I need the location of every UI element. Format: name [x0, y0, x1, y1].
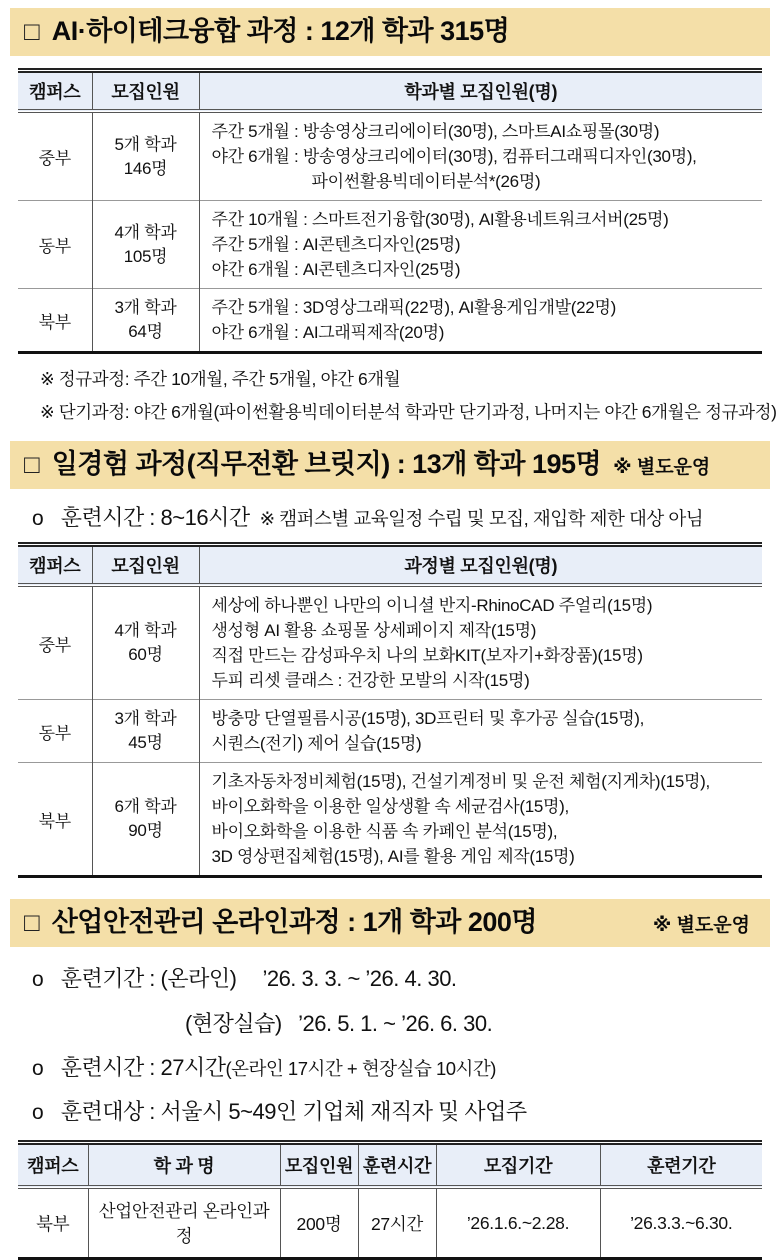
quota-cell [92, 201, 199, 289]
table-header-row [18, 545, 762, 586]
detail-line: 바이오화학을 이용한 식품 속 카페인 분석(15명), [211, 822, 558, 842]
training-target-text: 훈련대상 : 서울시 5~49인 기업체 재직자 및 사업주 [60, 1099, 527, 1125]
quota-line: 45명 [128, 733, 163, 753]
table-row [18, 763, 762, 877]
col-detail: 과정별 모집인원(명) [199, 545, 762, 586]
detail-line: 야간 6개월 : AI그래픽제작(20명) [211, 323, 445, 343]
training-period-field-label: (현장실습) [185, 1010, 282, 1036]
quota-cell [92, 289, 199, 353]
detail-cell [199, 289, 762, 353]
campus-cell: 북부 [18, 289, 92, 353]
detail-line: 직접 만드는 감성파우치 나의 보화KIT(보자기+화장품)(15명) [211, 646, 643, 666]
detail-cell [199, 585, 762, 700]
training-period-field-dates: ’26. 5. 1. ~ ’26. 6. 30. [298, 1010, 493, 1036]
section3-header [10, 899, 770, 947]
ai-hightech-table [18, 68, 762, 354]
o-bullet-icon: o [32, 968, 44, 992]
training-period-online-dates: ’26. 3. 3. ~ ’26. 4. 30. [262, 966, 457, 992]
detail-cell [199, 111, 762, 201]
campus-cell: 중부 [38, 635, 71, 655]
training-period-field-line [10, 1007, 770, 1038]
training-hours-note: ※ 캠퍼스별 교육일정 수립 및 모집, 재입학 제한 대상 아님 [259, 508, 704, 530]
detail-line: 기초자동차정비체험(15명), 건설기계정비 및 운전 체험(지게차)(15명), [211, 772, 710, 792]
col-campus: 캠퍼스 [18, 545, 92, 586]
quota-line: 6개 학과 [114, 797, 177, 817]
detail-line: 야간 6개월 : AI콘텐츠디자인(25명) [211, 260, 461, 280]
dept-cell: 산업안전관리 온라인과정 [88, 1187, 280, 1259]
table-header-row [18, 1143, 762, 1188]
quota-line: 60명 [128, 645, 163, 665]
quota-cell [92, 700, 199, 763]
campus-cell: 동부 [18, 700, 92, 763]
training-period-label: 훈련기간 : (온라인) [60, 966, 237, 992]
table-row [18, 585, 762, 700]
quota-line: 5개 학과 [114, 134, 177, 154]
detail-cell [199, 700, 762, 763]
col-campus: 캠퍼스 [18, 71, 92, 112]
section3-badge: ※ 별도운영 [652, 915, 750, 937]
detail-line: 생성형 AI 활용 쇼핑몰 상세페이지 제작(15명) [211, 621, 537, 641]
col-hours: 훈련시간 [358, 1143, 436, 1188]
quota-cell [92, 111, 199, 201]
quota-cell [92, 585, 199, 700]
col-detail: 학과별 모집인원(명) [199, 71, 762, 112]
section2-badge: ※ 별도운영 [613, 457, 711, 479]
col-dept: 학 과 명 [88, 1143, 280, 1188]
training-hours-detail: (온라인 17시간 + 현장실습 10시간) [225, 1057, 496, 1079]
detail-line: 파이썬활용빅데이터분석*(26명) [311, 172, 541, 192]
training-hours-text: 훈련시간 : 27시간 [60, 1054, 226, 1080]
col-quota: 모집인원 [92, 545, 199, 586]
training-hours-text: 훈련시간 : 8~16시간 [60, 505, 250, 531]
detail-line: 바이오화학을 이용한 일상생활 속 세균검사(15명), [211, 797, 569, 817]
hours-cell: 27시간 [358, 1187, 436, 1259]
detail-cell [199, 763, 762, 877]
table-row [18, 289, 762, 353]
table-row [18, 700, 762, 763]
table-row [18, 1187, 762, 1259]
section2-header [10, 441, 770, 489]
training-hours-line [10, 1051, 770, 1082]
note-short-course: ※ 단기과정: 야간 6개월(파이썬활용빅데이터분석 학과만 단기과정, 나머지는 야간 6개월은 정규과정) [40, 402, 777, 423]
quota-line: 4개 학과 [114, 621, 177, 641]
quota-line: 105명 [123, 246, 168, 266]
section3-title: 산업안전관리 온라인과정 : 1개 학과 200명 [51, 907, 538, 938]
detail-line: 주간 5개월 : AI콘텐츠디자인(25명) [211, 235, 461, 255]
detail-line: 방충망 단열필름시공(15명), 3D프린터 및 후가공 실습(15명), [211, 709, 645, 729]
detail-line: 주간 10개월 : 스마트전기융합(30명), AI활용네트워크서버(25명) [211, 210, 669, 230]
square-bullet-icon: □ [24, 449, 40, 480]
campus-cell: 중부 [38, 149, 71, 169]
o-bullet-icon: o [32, 507, 44, 531]
campus-cell: 북부 [36, 1213, 70, 1234]
col-campus: 캠퍼스 [18, 1143, 88, 1188]
section1-notes [40, 367, 777, 424]
section1-title: AI·하이테크융합 과정 : 12개 학과 315명 [51, 16, 510, 46]
section1-header [10, 8, 770, 56]
o-bullet-icon: o [32, 1101, 44, 1125]
online-course-table [18, 1140, 762, 1260]
detail-line: 시퀀스(전기) 제어 실습(15명) [211, 734, 422, 754]
quota-cell [92, 763, 199, 877]
section2-title: 일경험 과정(직무전환 브릿지) : 13개 학과 195명 [51, 449, 602, 480]
quota-line: 4개 학과 [114, 222, 177, 242]
square-bullet-icon: □ [24, 907, 40, 938]
work-experience-table [18, 542, 762, 878]
detail-line: 세상에 하나뿐인 나만의 이니셜 반지-RhinoCAD 주얼리(15명) [211, 596, 653, 616]
col-train-period: 훈련기간 [600, 1143, 762, 1188]
quota-line: 3개 학과 [114, 298, 177, 318]
training-target-line [10, 1095, 770, 1126]
detail-cell [199, 201, 762, 289]
table-row [18, 201, 762, 289]
quota-cell: 200명 [280, 1187, 358, 1259]
square-bullet-icon: □ [24, 16, 40, 46]
recruit-period-cell: ’26.1.6.~2.28. [436, 1187, 600, 1259]
quota-line: 3개 학과 [114, 709, 177, 729]
training-hours-line [10, 501, 770, 532]
train-period-cell: ’26.3.3.~6.30. [600, 1187, 762, 1259]
detail-line: 야간 6개월 : 방송영상크리에이터(30명), 컴퓨터그래픽디자인(30명), [211, 147, 697, 167]
detail-line: 두피 리셋 클래스 : 건강한 모발의 시작(15명) [211, 671, 530, 691]
training-period-line [10, 962, 770, 993]
col-quota: 모집인원 [92, 71, 199, 112]
detail-line: 주간 5개월 : 3D영상그래픽(22명), AI활용게임개발(22명) [211, 298, 616, 318]
table-row [18, 111, 762, 201]
note-regular-course: ※ 정규과정: 주간 10개월, 주간 5개월, 야간 6개월 [40, 369, 401, 390]
detail-line: 3D 영상편집체험(15명), AI를 활용 게임 제작(15명) [211, 847, 575, 867]
quota-line: 146명 [123, 158, 168, 178]
campus-cell: 동부 [18, 201, 92, 289]
campus-cell: 북부 [18, 763, 92, 877]
col-recruit-period: 모집기간 [436, 1143, 600, 1188]
col-quota: 모집인원 [280, 1143, 358, 1188]
quota-line: 90명 [128, 821, 163, 841]
detail-line: 주간 5개월 : 방송영상크리에이터(30명), 스마트AI쇼핑몰(30명) [211, 122, 660, 142]
online-course-table-wrap [10, 1140, 770, 1260]
table-header-row [18, 71, 762, 112]
quota-line: 64명 [128, 322, 163, 342]
o-bullet-icon: o [32, 1056, 44, 1080]
